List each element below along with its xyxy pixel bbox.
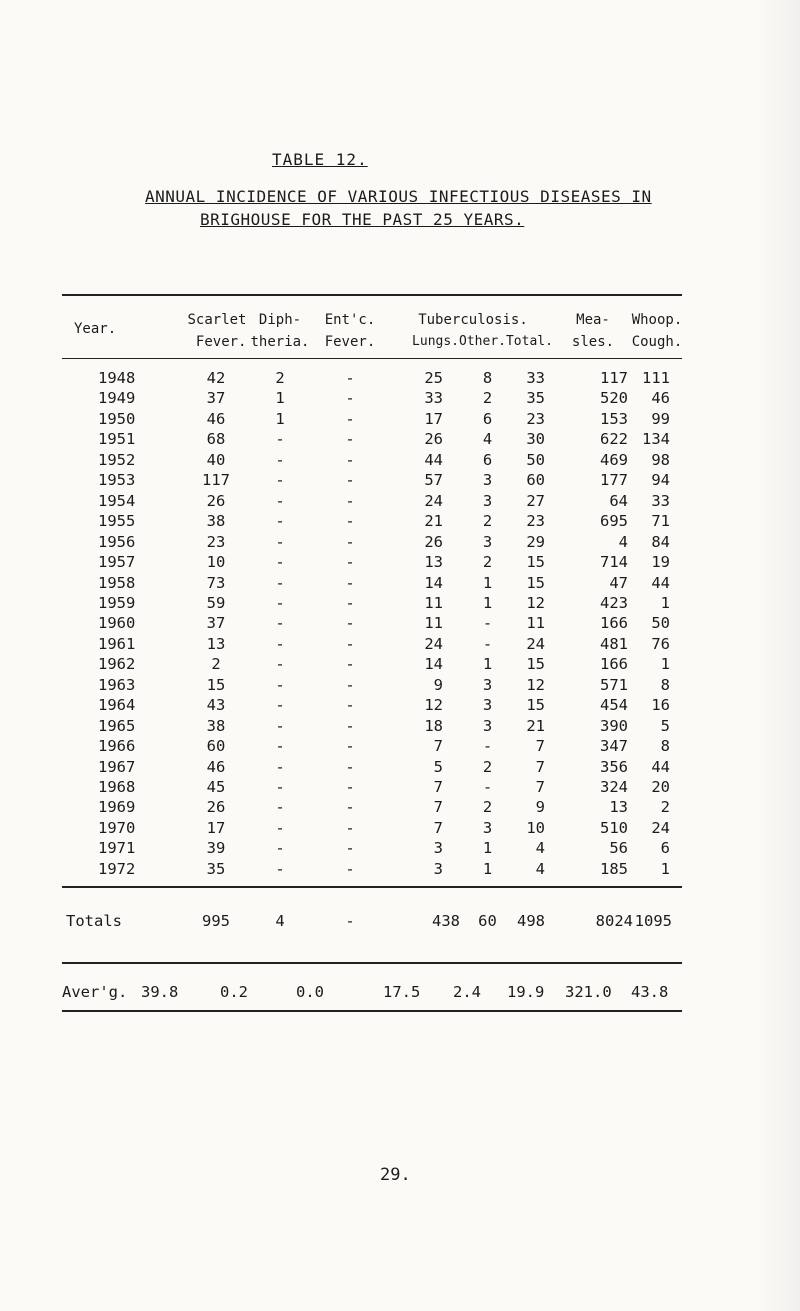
cell-tb-total: 29: [526, 532, 545, 551]
header-enteric-fever: Ent'c. Fever.: [324, 312, 376, 350]
cell-measles: 47: [609, 573, 628, 592]
cell-diphtheria: -: [275, 716, 285, 735]
cell-scarlet-fever: 46: [206, 757, 226, 776]
cell-tb-total: 35: [526, 389, 545, 408]
cell-scarlet-fever: 2: [211, 655, 221, 674]
cell-tb-other: 3: [482, 532, 493, 551]
cell-enteric-fever: -: [345, 430, 355, 449]
cell-whooping-cough: 94: [651, 471, 670, 490]
cell-tb-total: 4: [535, 859, 545, 878]
table-row: [0, 471, 800, 493]
averages-row: [0, 983, 800, 1005]
totals-bottom-rule: [62, 962, 682, 964]
cell-measles: 390: [600, 716, 628, 735]
cell-tb-lungs: 12: [424, 696, 443, 715]
cell-tb-other: 1: [482, 655, 493, 674]
cell-enteric-fever: -: [345, 532, 355, 551]
table-title: TABLE 12.: [272, 150, 368, 169]
cell-tb-lungs: 7: [433, 737, 443, 756]
cell-measles: 185: [600, 859, 628, 878]
table-row: [0, 737, 800, 759]
cell-tb-total: 15: [526, 573, 545, 592]
cell-year: 1970: [98, 818, 136, 837]
cell-tb-total: 15: [526, 655, 545, 674]
cell-tb-total: 11: [526, 614, 545, 633]
cell-year: 1963: [98, 675, 136, 694]
cell-tb-other: 3: [482, 675, 493, 694]
cell-year: 1971: [98, 839, 136, 858]
cell-tb-other: 1: [482, 593, 493, 612]
averages-tb-other: 2.4: [453, 983, 481, 1001]
cell-scarlet-fever: 117: [202, 471, 230, 490]
cell-diphtheria: -: [275, 491, 285, 510]
cell-measles: 166: [600, 655, 628, 674]
totals-top-rule: [62, 886, 682, 888]
cell-tb-lungs: 11: [424, 614, 443, 633]
cell-tb-total: 50: [526, 450, 545, 469]
averages-measles: 321.0: [565, 983, 612, 1001]
header-measles: Mea- sles.: [571, 312, 615, 350]
cell-tb-total: 10: [526, 818, 545, 837]
cell-tb-lungs: 11: [424, 593, 443, 612]
table-row: [0, 430, 800, 452]
table-heading-line-1: ANNUAL INCIDENCE OF VARIOUS INFECTIOUS DISEASES IN: [145, 187, 652, 206]
table-row: [0, 839, 800, 861]
cell-measles: 324: [600, 778, 628, 796]
cell-tb-total: 7: [535, 757, 545, 776]
cell-whooping-cough: 1: [660, 655, 670, 674]
header-year: Year.: [74, 321, 117, 337]
cell-tb-lungs: 7: [433, 798, 443, 817]
totals-enteric-fever: -: [345, 912, 355, 930]
totals-row: [0, 912, 800, 934]
header-bottom-rule: [62, 358, 682, 359]
cell-tb-other: 1: [482, 573, 493, 592]
table-top-rule: [62, 294, 682, 296]
cell-whooping-cough: 76: [651, 634, 670, 653]
cell-measles: 571: [600, 675, 628, 694]
cell-tb-other: 3: [482, 716, 493, 735]
cell-whooping-cough: 2: [660, 798, 670, 817]
cell-tb-other: 1: [482, 859, 493, 878]
cell-measles: 423: [600, 593, 628, 612]
cell-tb-other: 6: [482, 450, 493, 469]
cell-tb-lungs: 26: [424, 532, 443, 551]
cell-tb-total: 12: [526, 675, 545, 694]
averages-tb-total: 19.9: [507, 983, 545, 1001]
cell-enteric-fever: -: [345, 798, 355, 817]
header-diphtheria: Diph- theria.: [250, 312, 310, 350]
cell-enteric-fever: -: [345, 655, 355, 674]
cell-scarlet-fever: 26: [206, 491, 226, 510]
cell-tb-lungs: 9: [433, 675, 443, 694]
cell-scarlet-fever: 37: [206, 614, 226, 633]
cell-whooping-cough: 84: [651, 532, 670, 551]
cell-tb-total: 21: [526, 716, 545, 735]
cell-whooping-cough: 99: [651, 409, 670, 428]
cell-whooping-cough: 46: [651, 389, 670, 408]
cell-tb-other: 2: [482, 798, 493, 817]
cell-tb-total: 7: [535, 737, 545, 756]
cell-tb-lungs: 26: [424, 430, 443, 449]
cell-diphtheria: -: [275, 553, 285, 572]
table-row: [0, 676, 800, 698]
cell-scarlet-fever: 73: [206, 573, 226, 592]
table-row: [0, 512, 800, 534]
cell-tb-other: -: [482, 778, 493, 796]
cell-whooping-cough: 134: [642, 430, 670, 449]
cell-tb-lungs: 25: [424, 369, 443, 387]
cell-whooping-cough: 111: [642, 369, 670, 387]
cell-year: 1950: [98, 409, 136, 428]
cell-tb-other: 1: [482, 839, 493, 858]
cell-measles: 695: [600, 512, 628, 531]
table-row: [0, 451, 800, 473]
cell-tb-lungs: 14: [424, 573, 443, 592]
cell-enteric-fever: -: [345, 634, 355, 653]
cell-whooping-cough: 44: [651, 757, 670, 776]
cell-whooping-cough: 16: [651, 696, 670, 715]
cell-measles: 177: [600, 471, 628, 490]
cell-year: 1959: [98, 593, 136, 612]
averages-bottom-rule: [62, 1010, 682, 1012]
header-scarlet-fever: Scarlet Fever.: [187, 312, 247, 350]
header-whooping-cough: Whoop. Cough.: [631, 312, 683, 350]
averages-tb-lungs: 17.5: [383, 983, 421, 1001]
cell-measles: 4: [618, 532, 628, 551]
cell-tb-other: -: [482, 737, 493, 756]
table-row: [0, 553, 800, 575]
cell-enteric-fever: -: [345, 716, 355, 735]
cell-year: 1966: [98, 737, 136, 756]
cell-enteric-fever: -: [345, 369, 355, 387]
cell-diphtheria: -: [275, 818, 285, 837]
cell-scarlet-fever: 68: [206, 430, 226, 449]
cell-scarlet-fever: 46: [206, 409, 226, 428]
cell-enteric-fever: -: [345, 675, 355, 694]
cell-scarlet-fever: 38: [206, 716, 226, 735]
cell-scarlet-fever: 13: [206, 634, 226, 653]
cell-diphtheria: -: [275, 737, 285, 756]
cell-whooping-cough: 1: [660, 859, 670, 878]
cell-tb-total: 7: [535, 778, 545, 796]
totals-measles: 8024: [595, 912, 633, 930]
table-row: [0, 369, 800, 391]
cell-tb-total: 33: [526, 369, 545, 387]
table-row: [0, 389, 800, 411]
cell-diphtheria: -: [275, 778, 285, 796]
cell-enteric-fever: -: [345, 512, 355, 531]
cell-tb-other: 4: [482, 430, 493, 449]
cell-tb-lungs: 21: [424, 512, 443, 531]
cell-diphtheria: -: [275, 757, 285, 776]
cell-scarlet-fever: 38: [206, 512, 226, 531]
cell-tb-total: 15: [526, 696, 545, 715]
cell-enteric-fever: -: [345, 757, 355, 776]
cell-year: 1962: [98, 655, 136, 674]
cell-tb-other: 3: [482, 471, 493, 490]
cell-diphtheria: 1: [275, 389, 285, 408]
cell-enteric-fever: -: [345, 614, 355, 633]
cell-tb-total: 30: [526, 430, 545, 449]
cell-tb-total: 27: [526, 491, 545, 510]
cell-enteric-fever: -: [345, 839, 355, 858]
cell-tb-other: 3: [482, 818, 493, 837]
cell-diphtheria: -: [275, 798, 285, 817]
cell-whooping-cough: 8: [660, 737, 670, 756]
cell-diphtheria: -: [275, 512, 285, 531]
table-row: [0, 635, 800, 657]
cell-diphtheria: -: [275, 696, 285, 715]
table-row: [0, 492, 800, 514]
table-row: [0, 860, 800, 882]
cell-year: 1948: [98, 369, 136, 387]
cell-whooping-cough: 24: [651, 818, 670, 837]
totals-tb-total: 498: [517, 912, 545, 930]
cell-enteric-fever: -: [345, 696, 355, 715]
cell-measles: 13: [609, 798, 628, 817]
cell-whooping-cough: 8: [660, 675, 670, 694]
cell-year: 1961: [98, 634, 136, 653]
cell-tb-lungs: 7: [433, 778, 443, 796]
cell-year: 1972: [98, 859, 136, 878]
cell-scarlet-fever: 60: [206, 737, 226, 756]
cell-measles: 56: [609, 839, 628, 858]
cell-tb-other: -: [482, 634, 493, 653]
cell-year: 1951: [98, 430, 136, 449]
cell-tb-total: 15: [526, 553, 545, 572]
cell-scarlet-fever: 43: [206, 696, 226, 715]
cell-enteric-fever: -: [345, 553, 355, 572]
cell-tb-other: 2: [482, 389, 493, 408]
cell-year: 1954: [98, 491, 136, 510]
cell-whooping-cough: 33: [651, 491, 670, 510]
cell-scarlet-fever: 23: [206, 532, 226, 551]
header-tuberculosis: Tuberculosis.: [418, 312, 528, 328]
cell-tb-lungs: 3: [433, 839, 443, 858]
cell-diphtheria: -: [275, 532, 285, 551]
cell-year: 1965: [98, 716, 136, 735]
cell-diphtheria: -: [275, 859, 285, 878]
cell-measles: 510: [600, 818, 628, 837]
cell-tb-total: 4: [535, 839, 545, 858]
totals-tb-lungs: 438: [432, 912, 460, 930]
cell-tb-total: 60: [526, 471, 545, 490]
cell-enteric-fever: -: [345, 450, 355, 469]
cell-tb-lungs: 3: [433, 859, 443, 878]
cell-measles: 64: [609, 491, 628, 510]
cell-measles: 454: [600, 696, 628, 715]
table-row: [0, 655, 800, 677]
cell-whooping-cough: 44: [651, 573, 670, 592]
cell-enteric-fever: -: [345, 778, 355, 796]
cell-measles: 166: [600, 614, 628, 633]
table-row: [0, 717, 800, 739]
averages-diphtheria: 0.2: [220, 983, 248, 1001]
cell-scarlet-fever: 15: [206, 675, 226, 694]
cell-enteric-fever: -: [345, 859, 355, 878]
cell-tb-other: 3: [482, 491, 493, 510]
cell-diphtheria: -: [275, 655, 285, 674]
cell-enteric-fever: -: [345, 409, 355, 428]
cell-whooping-cough: 1: [660, 593, 670, 612]
page-number: 29.: [380, 1165, 411, 1185]
table-row: [0, 594, 800, 616]
cell-scarlet-fever: 39: [206, 839, 226, 858]
cell-measles: 117: [600, 369, 628, 387]
cell-tb-total: 12: [526, 593, 545, 612]
cell-scarlet-fever: 35: [206, 859, 226, 878]
table-heading-line-2: BRIGHOUSE FOR THE PAST 25 YEARS.: [200, 210, 525, 229]
cell-tb-lungs: 5: [433, 757, 443, 776]
cell-tb-lungs: 57: [424, 471, 443, 490]
cell-year: 1956: [98, 532, 136, 551]
totals-diphtheria: 4: [275, 912, 285, 930]
cell-scarlet-fever: 45: [206, 778, 226, 796]
table-row: [0, 819, 800, 841]
cell-tb-lungs: 24: [424, 491, 443, 510]
cell-scarlet-fever: 40: [206, 450, 226, 469]
cell-diphtheria: -: [275, 614, 285, 633]
cell-measles: 714: [600, 553, 628, 572]
cell-diphtheria: -: [275, 593, 285, 612]
totals-tb-other: 60: [478, 912, 497, 930]
cell-whooping-cough: 19: [651, 553, 670, 572]
cell-diphtheria: 2: [275, 369, 285, 387]
cell-year: 1958: [98, 573, 136, 592]
cell-tb-lungs: 17: [424, 409, 443, 428]
table-row: [0, 758, 800, 780]
cell-tb-lungs: 7: [433, 818, 443, 837]
table-row: [0, 574, 800, 596]
averages-whooping-cough: 43.8: [631, 983, 669, 1001]
averages-scarlet-fever: 39.8: [141, 983, 179, 1001]
cell-enteric-fever: -: [345, 471, 355, 490]
cell-diphtheria: -: [275, 573, 285, 592]
cell-whooping-cough: 71: [651, 512, 670, 531]
cell-tb-other: -: [482, 614, 493, 633]
cell-whooping-cough: 98: [651, 450, 670, 469]
cell-tb-other: 2: [482, 553, 493, 572]
cell-year: 1952: [98, 450, 136, 469]
cell-scarlet-fever: 42: [206, 369, 226, 387]
cell-tb-total: 9: [535, 798, 545, 817]
cell-tb-total: 23: [526, 512, 545, 531]
cell-tb-other: 8: [482, 369, 493, 387]
totals-label: Totals: [66, 912, 122, 930]
cell-scarlet-fever: 10: [206, 553, 226, 572]
cell-diphtheria: -: [275, 675, 285, 694]
cell-measles: 622: [600, 430, 628, 449]
cell-enteric-fever: -: [345, 491, 355, 510]
cell-scarlet-fever: 37: [206, 389, 226, 408]
cell-scarlet-fever: 26: [206, 798, 226, 817]
cell-whooping-cough: 20: [651, 778, 670, 796]
table-row: [0, 614, 800, 636]
cell-enteric-fever: -: [345, 737, 355, 756]
averages-enteric-fever: 0.0: [296, 983, 324, 1001]
cell-diphtheria: -: [275, 450, 285, 469]
cell-measles: 469: [600, 450, 628, 469]
cell-year: 1953: [98, 471, 136, 490]
cell-tb-other: 6: [482, 409, 493, 428]
cell-diphtheria: 1: [275, 409, 285, 428]
cell-measles: 520: [600, 389, 628, 408]
cell-tb-lungs: 13: [424, 553, 443, 572]
cell-year: 1955: [98, 512, 136, 531]
cell-measles: 153: [600, 409, 628, 428]
totals-scarlet-fever: 995: [202, 912, 230, 930]
cell-tb-other: 2: [482, 757, 493, 776]
cell-whooping-cough: 6: [660, 839, 670, 858]
table-row: [0, 410, 800, 432]
cell-tb-total: 24: [526, 634, 545, 653]
totals-whooping-cough: 1095: [634, 912, 672, 930]
cell-scarlet-fever: 59: [206, 593, 226, 612]
cell-diphtheria: -: [275, 634, 285, 653]
cell-tb-other: 2: [482, 512, 493, 531]
cell-tb-other: 3: [482, 696, 493, 715]
cell-whooping-cough: 5: [660, 716, 670, 735]
cell-tb-lungs: 18: [424, 716, 443, 735]
cell-year: 1949: [98, 389, 136, 408]
cell-whooping-cough: 50: [651, 614, 670, 633]
cell-tb-lungs: 24: [424, 634, 443, 653]
cell-enteric-fever: -: [345, 573, 355, 592]
header-tuberculosis-subcolumns: Lungs.Other.Total.: [412, 334, 553, 349]
cell-scarlet-fever: 17: [206, 818, 226, 837]
cell-tb-lungs: 44: [424, 450, 443, 469]
cell-measles: 356: [600, 757, 628, 776]
table-row: [0, 798, 800, 820]
cell-measles: 347: [600, 737, 628, 756]
cell-year: 1960: [98, 614, 136, 633]
cell-year: 1964: [98, 696, 136, 715]
cell-year: 1957: [98, 553, 136, 572]
table-row: [0, 533, 800, 555]
cell-year: 1969: [98, 798, 136, 817]
cell-measles: 481: [600, 634, 628, 653]
cell-enteric-fever: -: [345, 389, 355, 408]
table-row: [0, 696, 800, 718]
cell-tb-lungs: 33: [424, 389, 443, 408]
averages-label: Aver'g.: [62, 983, 128, 1001]
cell-enteric-fever: -: [345, 818, 355, 837]
cell-diphtheria: -: [275, 430, 285, 449]
cell-diphtheria: -: [275, 471, 285, 490]
cell-diphtheria: -: [275, 839, 285, 858]
cell-enteric-fever: -: [345, 593, 355, 612]
cell-year: 1968: [98, 778, 136, 796]
cell-year: 1967: [98, 757, 136, 776]
table-row: [0, 778, 800, 800]
cell-tb-total: 23: [526, 409, 545, 428]
cell-tb-lungs: 14: [424, 655, 443, 674]
